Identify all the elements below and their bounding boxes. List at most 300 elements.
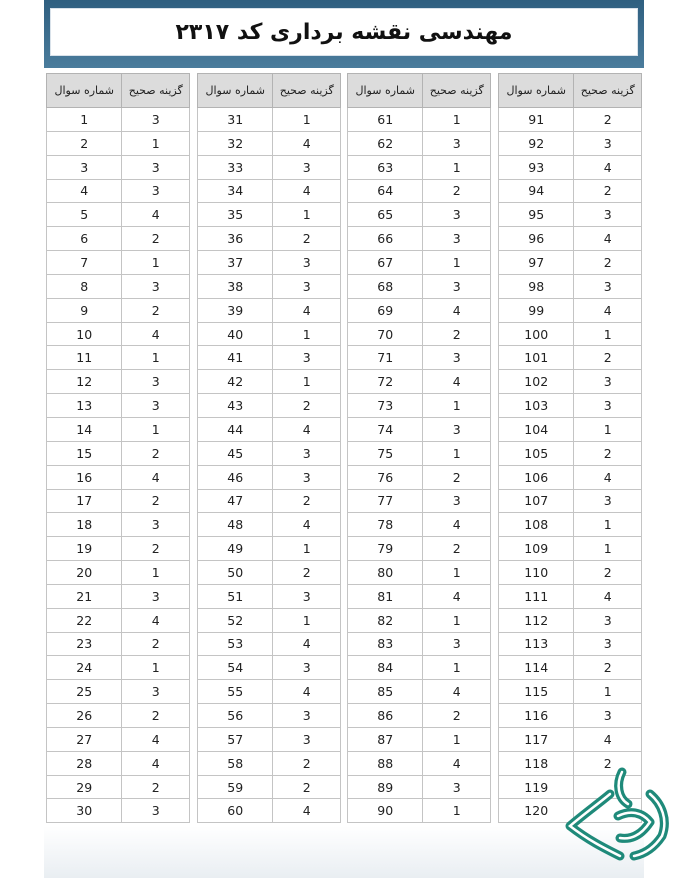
table-row	[348, 656, 491, 680]
table-row	[348, 680, 491, 704]
answer-cell: 2	[574, 346, 642, 370]
answer-table	[46, 73, 190, 823]
answer-cell: 3	[122, 155, 190, 179]
question-number-cell: 115	[499, 680, 574, 704]
answer-cell: 4	[273, 417, 341, 441]
question-number-cell: 59	[198, 775, 273, 799]
answer-cell: 1	[122, 656, 190, 680]
question-number-cell: 99	[499, 298, 574, 322]
question-number-cell: 83	[348, 632, 423, 656]
question-number-cell: 4	[47, 179, 122, 203]
answer-cell: 1	[423, 561, 491, 585]
question-number-cell: 66	[348, 227, 423, 251]
table-row	[499, 227, 642, 251]
answer-cell: 4	[574, 227, 642, 251]
answer-cell: 1	[423, 108, 491, 132]
table-row	[47, 370, 190, 394]
question-number-cell: 80	[348, 561, 423, 585]
question-number-cell: 48	[198, 513, 273, 537]
answer-cell: 2	[122, 775, 190, 799]
table-row	[348, 489, 491, 513]
table-row	[47, 656, 190, 680]
answer-cell: 2	[122, 704, 190, 728]
question-number-cell: 9	[47, 298, 122, 322]
table-row	[47, 775, 190, 799]
question-number-cell: 2	[47, 131, 122, 155]
answer-cell: 3	[423, 274, 491, 298]
question-number-cell: 98	[499, 274, 574, 298]
table-row	[198, 751, 341, 775]
question-number-cell: 6	[47, 227, 122, 251]
question-number-cell: 45	[198, 441, 273, 465]
question-number-cell: 41	[198, 346, 273, 370]
table-row	[47, 751, 190, 775]
answer-cell: 3	[122, 513, 190, 537]
answer-cell: 1	[423, 727, 491, 751]
table-row	[499, 632, 642, 656]
answer-cell: 1	[273, 108, 341, 132]
table-row	[499, 108, 642, 132]
answer-cell: 3	[423, 417, 491, 441]
table-row	[348, 370, 491, 394]
answer-cell: 2	[574, 441, 642, 465]
question-number-cell: 56	[198, 704, 273, 728]
question-number-cell: 71	[348, 346, 423, 370]
answer-cell: 2	[423, 465, 491, 489]
question-number-cell: 22	[47, 608, 122, 632]
table-row	[348, 465, 491, 489]
table-row	[198, 179, 341, 203]
answer-cell: 1	[423, 656, 491, 680]
question-number-cell: 97	[499, 251, 574, 275]
answer-cell: 3	[423, 227, 491, 251]
answer-table	[498, 73, 642, 823]
table-row	[348, 775, 491, 799]
table-row	[47, 727, 190, 751]
table-row	[198, 537, 341, 561]
question-number-cell: 81	[348, 584, 423, 608]
table-row	[348, 799, 491, 823]
question-number-cell: 61	[348, 108, 423, 132]
answer-cell: 3	[122, 799, 190, 823]
answer-cell: 2	[574, 179, 642, 203]
table-row	[198, 394, 341, 418]
table-row	[499, 704, 642, 728]
answer-cell: 2	[423, 322, 491, 346]
question-number-cell: 47	[198, 489, 273, 513]
answer-cell: 1	[574, 417, 642, 441]
question-number-cell: 88	[348, 751, 423, 775]
table-row	[198, 417, 341, 441]
question-number-cell: 64	[348, 179, 423, 203]
table-row	[47, 155, 190, 179]
answer-cell: 3	[574, 274, 642, 298]
table-row	[198, 298, 341, 322]
answer-cell: 3	[122, 680, 190, 704]
question-number-cell: 111	[499, 584, 574, 608]
question-number-cell: 26	[47, 704, 122, 728]
table-row	[198, 203, 341, 227]
table-row	[198, 513, 341, 537]
question-number-cell: 94	[499, 179, 574, 203]
table-row	[348, 322, 491, 346]
table-row	[499, 274, 642, 298]
question-number-cell: 21	[47, 584, 122, 608]
question-number-cell: 33	[198, 155, 273, 179]
answer-cell: 2	[122, 632, 190, 656]
answer-cell: 3	[423, 632, 491, 656]
answer-cell: 3	[273, 274, 341, 298]
answer-cell: 3	[273, 346, 341, 370]
answer-cell: 3	[574, 608, 642, 632]
question-number-cell: 51	[198, 584, 273, 608]
answer-cell: 2	[273, 775, 341, 799]
answer-cell: 3	[122, 179, 190, 203]
table-row	[47, 298, 190, 322]
answer-cell: 4	[122, 203, 190, 227]
answer-cell: 3	[273, 727, 341, 751]
table-row	[499, 346, 642, 370]
answer-cell: 1	[122, 346, 190, 370]
header-correct-option: گزینه صحیح	[423, 74, 491, 108]
table-row	[47, 441, 190, 465]
table-row	[47, 417, 190, 441]
question-number-cell: 20	[47, 561, 122, 585]
table-row	[198, 608, 341, 632]
answer-cell: 2	[122, 537, 190, 561]
question-number-cell: 1	[47, 108, 122, 132]
question-number-cell: 42	[198, 370, 273, 394]
answer-cell: 4	[122, 727, 190, 751]
table-row	[499, 179, 642, 203]
table-row	[348, 441, 491, 465]
question-number-cell: 70	[348, 322, 423, 346]
answer-cell: 2	[574, 751, 642, 775]
table-row	[47, 322, 190, 346]
question-number-cell: 90	[348, 799, 423, 823]
answer-cell: 3	[423, 775, 491, 799]
table-row	[198, 274, 341, 298]
table-row	[499, 680, 642, 704]
answer-cell: 4	[423, 751, 491, 775]
question-number-cell: 12	[47, 370, 122, 394]
table-row	[348, 394, 491, 418]
table-row	[47, 608, 190, 632]
answer-cell: 2	[122, 298, 190, 322]
answer-cell: 2	[574, 561, 642, 585]
answer-cell: 4	[122, 465, 190, 489]
answer-cell: 1	[423, 441, 491, 465]
table-row	[348, 537, 491, 561]
answer-cell: 2	[273, 561, 341, 585]
answer-cell: 2	[273, 489, 341, 513]
table-row	[499, 322, 642, 346]
table-row	[348, 608, 491, 632]
question-number-cell: 120	[499, 799, 574, 823]
question-number-cell: 91	[499, 108, 574, 132]
question-number-cell: 27	[47, 727, 122, 751]
table-row	[198, 131, 341, 155]
answer-cell: 1	[574, 513, 642, 537]
question-number-cell: 50	[198, 561, 273, 585]
answer-cell: 2	[574, 656, 642, 680]
table-row	[47, 227, 190, 251]
question-number-cell: 108	[499, 513, 574, 537]
table-row	[499, 537, 642, 561]
question-number-cell: 82	[348, 608, 423, 632]
answer-cell: 4	[574, 584, 642, 608]
table-row	[348, 155, 491, 179]
question-number-cell: 78	[348, 513, 423, 537]
answer-cell: 3	[122, 370, 190, 394]
table-row	[198, 251, 341, 275]
answer-cell: 2	[423, 537, 491, 561]
question-number-cell: 85	[348, 680, 423, 704]
question-number-cell: 29	[47, 775, 122, 799]
table-row	[47, 632, 190, 656]
table-row	[198, 465, 341, 489]
table-row	[198, 441, 341, 465]
answer-cell: 1	[122, 561, 190, 585]
table-row	[47, 537, 190, 561]
table-row	[499, 251, 642, 275]
answer-cell: 1	[574, 680, 642, 704]
question-number-cell: 44	[198, 417, 273, 441]
question-number-cell: 107	[499, 489, 574, 513]
table-row	[499, 465, 642, 489]
question-number-cell: 106	[499, 465, 574, 489]
table-row	[499, 441, 642, 465]
question-number-cell: 110	[499, 561, 574, 585]
table-row	[348, 417, 491, 441]
header-question-number: شماره سوال	[198, 74, 273, 108]
answer-cell: 3	[273, 441, 341, 465]
answer-cell: 1	[273, 537, 341, 561]
question-number-cell: 68	[348, 274, 423, 298]
header-question-number: شماره سوال	[348, 74, 423, 108]
question-number-cell: 65	[348, 203, 423, 227]
table-row	[47, 561, 190, 585]
answer-cell: 3	[574, 489, 642, 513]
table-row	[348, 274, 491, 298]
table-row	[499, 584, 642, 608]
table-row	[348, 131, 491, 155]
table-row	[348, 584, 491, 608]
table-row	[499, 370, 642, 394]
header-correct-option: گزینه صحیح	[122, 74, 190, 108]
question-number-cell: 55	[198, 680, 273, 704]
question-number-cell: 54	[198, 656, 273, 680]
table-row	[499, 394, 642, 418]
answer-cell: 3	[574, 203, 642, 227]
answer-cell: 3	[574, 131, 642, 155]
table-row	[47, 179, 190, 203]
question-number-cell: 102	[499, 370, 574, 394]
answer-cell: 4	[423, 513, 491, 537]
answer-cell: 1	[273, 370, 341, 394]
table-row	[198, 346, 341, 370]
question-number-cell: 30	[47, 799, 122, 823]
question-number-cell: 101	[499, 346, 574, 370]
question-number-cell: 118	[499, 751, 574, 775]
table-row	[348, 561, 491, 585]
question-number-cell: 43	[198, 394, 273, 418]
answer-cell: 1	[273, 203, 341, 227]
answer-cell: 2	[423, 704, 491, 728]
table-row	[47, 274, 190, 298]
question-number-cell: 116	[499, 704, 574, 728]
table-row	[47, 584, 190, 608]
answer-cell: 3	[122, 584, 190, 608]
table-row	[198, 680, 341, 704]
question-number-cell: 36	[198, 227, 273, 251]
table-row	[47, 131, 190, 155]
question-number-cell: 28	[47, 751, 122, 775]
question-number-cell: 119	[499, 775, 574, 799]
question-number-cell: 95	[499, 203, 574, 227]
question-number-cell: 75	[348, 441, 423, 465]
question-number-cell: 77	[348, 489, 423, 513]
question-number-cell: 5	[47, 203, 122, 227]
question-number-cell: 37	[198, 251, 273, 275]
answer-cell: 3	[574, 632, 642, 656]
table-row	[499, 489, 642, 513]
question-number-cell: 93	[499, 155, 574, 179]
table-row	[348, 751, 491, 775]
question-number-cell: 84	[348, 656, 423, 680]
question-number-cell: 3	[47, 155, 122, 179]
answer-cell: 1	[122, 131, 190, 155]
bottom-fade	[44, 826, 644, 878]
question-number-cell: 109	[499, 537, 574, 561]
question-number-cell: 49	[198, 537, 273, 561]
question-number-cell: 24	[47, 656, 122, 680]
answer-cell: 4	[423, 370, 491, 394]
table-row	[47, 704, 190, 728]
question-number-cell: 46	[198, 465, 273, 489]
question-number-cell: 38	[198, 274, 273, 298]
answer-cell: 4	[273, 179, 341, 203]
question-number-cell: 86	[348, 704, 423, 728]
answer-cell: 1	[423, 608, 491, 632]
answer-cell: 2	[273, 394, 341, 418]
table-row	[47, 513, 190, 537]
question-number-cell: 13	[47, 394, 122, 418]
question-number-cell: 76	[348, 465, 423, 489]
table-row	[198, 489, 341, 513]
table-row	[47, 489, 190, 513]
answer-cell: 2	[574, 251, 642, 275]
answer-cell: 2	[273, 227, 341, 251]
question-number-cell: 72	[348, 370, 423, 394]
question-number-cell: 53	[198, 632, 273, 656]
table-row	[499, 561, 642, 585]
answer-cell: 2	[574, 108, 642, 132]
answer-cell: 3	[273, 465, 341, 489]
question-number-cell: 57	[198, 727, 273, 751]
table-row	[348, 727, 491, 751]
question-number-cell: 114	[499, 656, 574, 680]
table-row	[198, 632, 341, 656]
question-number-cell: 113	[499, 632, 574, 656]
question-number-cell: 87	[348, 727, 423, 751]
answer-cell: 3	[122, 274, 190, 298]
answer-table	[347, 73, 491, 823]
answer-cell: 4	[574, 298, 642, 322]
answer-cell: 4	[273, 680, 341, 704]
question-number-cell: 15	[47, 441, 122, 465]
question-number-cell: 92	[499, 131, 574, 155]
table-row	[198, 656, 341, 680]
question-number-cell: 39	[198, 298, 273, 322]
table-row	[198, 370, 341, 394]
table-row	[348, 704, 491, 728]
table-row	[198, 108, 341, 132]
question-number-cell: 62	[348, 131, 423, 155]
header-question-number: شماره سوال	[47, 74, 122, 108]
answer-cell: 4	[574, 155, 642, 179]
table-row	[499, 608, 642, 632]
table-row	[348, 227, 491, 251]
table-row	[348, 513, 491, 537]
question-number-cell: 67	[348, 251, 423, 275]
answer-cell: 4	[273, 799, 341, 823]
table-row	[47, 680, 190, 704]
answer-cell: 2	[423, 179, 491, 203]
answer-cell: 3	[273, 704, 341, 728]
answer-cell: 4	[423, 298, 491, 322]
table-row	[348, 203, 491, 227]
question-number-cell: 103	[499, 394, 574, 418]
answer-cell: 3	[574, 394, 642, 418]
table-row	[47, 108, 190, 132]
question-number-cell: 17	[47, 489, 122, 513]
answer-cell: 2	[122, 227, 190, 251]
table-row	[198, 704, 341, 728]
answer-cell: 1	[273, 608, 341, 632]
answer-cell: 4	[574, 727, 642, 751]
answer-cell: 1	[423, 251, 491, 275]
question-number-cell: 19	[47, 537, 122, 561]
table-row	[47, 203, 190, 227]
answer-cell: 1	[423, 394, 491, 418]
question-number-cell: 58	[198, 751, 273, 775]
question-number-cell: 104	[499, 417, 574, 441]
answer-cell: 3	[273, 251, 341, 275]
table-row	[499, 513, 642, 537]
question-number-cell: 31	[198, 108, 273, 132]
question-number-cell: 60	[198, 799, 273, 823]
question-number-cell: 25	[47, 680, 122, 704]
answer-cell: 2	[273, 751, 341, 775]
answer-table	[197, 73, 341, 823]
table-row	[198, 584, 341, 608]
table-row	[348, 179, 491, 203]
question-number-cell: 52	[198, 608, 273, 632]
table-row	[499, 155, 642, 179]
answer-cell: 4	[273, 298, 341, 322]
question-number-cell: 18	[47, 513, 122, 537]
answer-cell: 3	[273, 656, 341, 680]
answer-cell: 1	[574, 322, 642, 346]
answer-cell: 3	[122, 394, 190, 418]
answer-cell: 3	[423, 489, 491, 513]
answer-cell: 4	[122, 608, 190, 632]
table-row	[47, 465, 190, 489]
table-row	[348, 632, 491, 656]
question-number-cell: 89	[348, 775, 423, 799]
table-row	[198, 227, 341, 251]
